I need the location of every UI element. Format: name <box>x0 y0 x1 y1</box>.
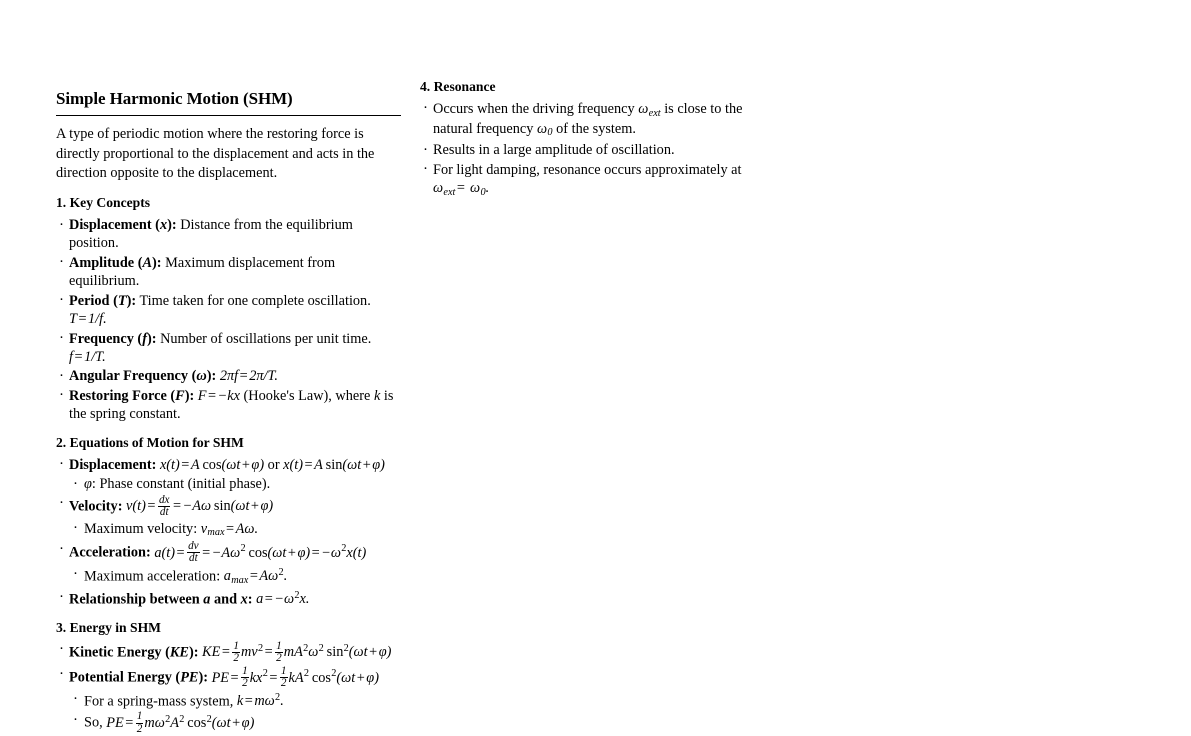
page-title: Simple Harmonic Motion (SHM) <box>56 89 293 108</box>
list-item-pe-derived: · So, PE = $\frac{1}{2}$ $m\omega^2A^2$ $\cos^2(\omega t + \varphi)$ <box>69 711 402 735</box>
list-item-phase-constant: · φ: Phase constant (initial phase). <box>69 475 402 493</box>
term-eq-relationship: Relationship between a and x: <box>69 590 253 607</box>
formula-frequency: f = 1/T. <box>69 348 106 365</box>
section-heading-resonance: 4. Resonance <box>420 79 496 94</box>
list-item-period <box>56 292 402 328</box>
text-displacement: Distance from the equilibrium position. <box>69 217 353 252</box>
resonance-list <box>420 100 766 199</box>
list-item-eq-velocity <box>56 495 402 540</box>
term-eq-acceleration: Acceleration: <box>69 544 151 561</box>
list-item-eq-displacement: · Displacement: x(t) = A cos(ωt + φ) or x(t) = A sin(ωt + φ) · φ: Phase constant (initial phase). <box>56 456 402 493</box>
list-item-angular-frequency <box>56 367 402 385</box>
section-heading-energy: 3. Energy in SHM <box>56 620 161 635</box>
list-item-light-damping: · For light damping, resonance occurs approximately at $\omega_{ext} = \omega_0$. <box>420 161 766 199</box>
list-item-restoring-force: · Restoring Force (F): F = −kx (Hooke's Law), where k is the spring constant. <box>56 387 402 423</box>
list-item-potential-energy <box>56 666 402 735</box>
list-item-max-acceleration: · Maximum acceleration: $a_{max} = A\omega^2$. <box>69 566 402 587</box>
term-eq-displacement: Displacement: <box>69 456 157 473</box>
sublist-phase <box>69 475 402 493</box>
list-item-frequency <box>56 330 402 366</box>
text-frequency: Number of oscillations per unit time. <box>160 330 372 347</box>
formula-eq-relationship: $a = -\omega^2x$. <box>256 589 310 607</box>
term-period: Period (T): <box>69 292 137 309</box>
formula-eq-acceleration: a(t) = $\frac{dv}{dt}$ = $-A\omega^2$ $\cos(\omega t + \varphi) = -\omega^2x(t)$ <box>154 539 367 565</box>
formula-potential-energy: PE = $\frac{1}{2}$ $kx^2$ = $\frac{1}{2}$ $kA^2$ $\cos^2(\omega t + \varphi)$ <box>211 664 379 690</box>
section-heading-key-concepts: 1. Key Concepts <box>56 195 151 211</box>
text-period: Time taken for one complete oscillation. <box>139 292 371 309</box>
list-item-driving-frequency: · Occurs when the driving frequency $\omega_{ext}$ is close to the natural frequency $\omega_0$ of the system. <box>420 100 766 140</box>
list-item-eq-relationship <box>56 589 402 609</box>
left-column <box>56 88 402 736</box>
section-heading-equations: 2. Equations of Motion for SHM <box>56 435 244 451</box>
right-column <box>420 78 766 200</box>
sublist-max-velocity <box>69 520 402 540</box>
formula-angular-frequency: 2πf = 2π/T. <box>219 368 278 385</box>
term-frequency: Frequency (f): <box>69 330 157 347</box>
term-kinetic-energy: Kinetic Energy (KE): <box>69 644 199 661</box>
list-item-large-amplitude <box>420 141 766 159</box>
term-angular-frequency: Angular Frequency (ω): <box>69 368 217 385</box>
key-concepts-list <box>56 216 402 423</box>
text-amplitude: Maximum displacement from equilibrium. <box>69 254 336 290</box>
term-restoring-force: Restoring Force (F): <box>69 387 195 404</box>
energy-list <box>56 641 402 735</box>
equations-list <box>56 456 402 608</box>
formula-eq-velocity: v(t) = $\frac{dx}{dt}$ = −Aω sin(ωt + φ) <box>126 493 274 519</box>
intro-paragraph: A type of periodic motion where the restoring force is directly proportional to the displacement and acts in the direction opposite to the displacement. <box>56 126 375 181</box>
formula-restoring-force: F = −kx <box>197 387 240 404</box>
list-item-amplitude <box>56 254 402 290</box>
list-item-spring-mass: · For a spring-mass system, $k = m\omega^2$. <box>69 691 402 711</box>
formula-kinetic-energy: KE = $\frac{1}{2}$ $mv^2$ = $\frac{1}{2}$ $mA^2\omega^2$ $\sin^2(\omega t + \varphi)$ <box>202 639 392 665</box>
formula-eq-displacement-alt: x(t) = A sin(ωt + φ) <box>283 456 385 473</box>
text-large-amplitude: Results in a large amplitude of oscillation. <box>433 142 675 159</box>
list-item-displacement <box>56 216 402 252</box>
formula-eq-displacement: x(t) = A cos(ωt + φ) <box>159 456 265 473</box>
title-divider <box>56 115 401 116</box>
term-potential-energy: Potential Energy (PE): <box>69 669 208 686</box>
formula-period: T = 1/f. <box>69 310 107 327</box>
list-item-max-velocity: · Maximum velocity: $v_{max} = A\omega$. <box>69 520 402 540</box>
sublist-max-acceleration <box>69 566 402 587</box>
term-displacement: Displacement (x): <box>69 217 177 234</box>
list-item-eq-acceleration <box>56 541 402 587</box>
list-item-kinetic-energy <box>56 641 402 665</box>
term-eq-velocity: Velocity: <box>69 498 123 515</box>
term-amplitude: Amplitude (A): <box>69 254 162 271</box>
sublist-potential-energy <box>69 691 402 735</box>
